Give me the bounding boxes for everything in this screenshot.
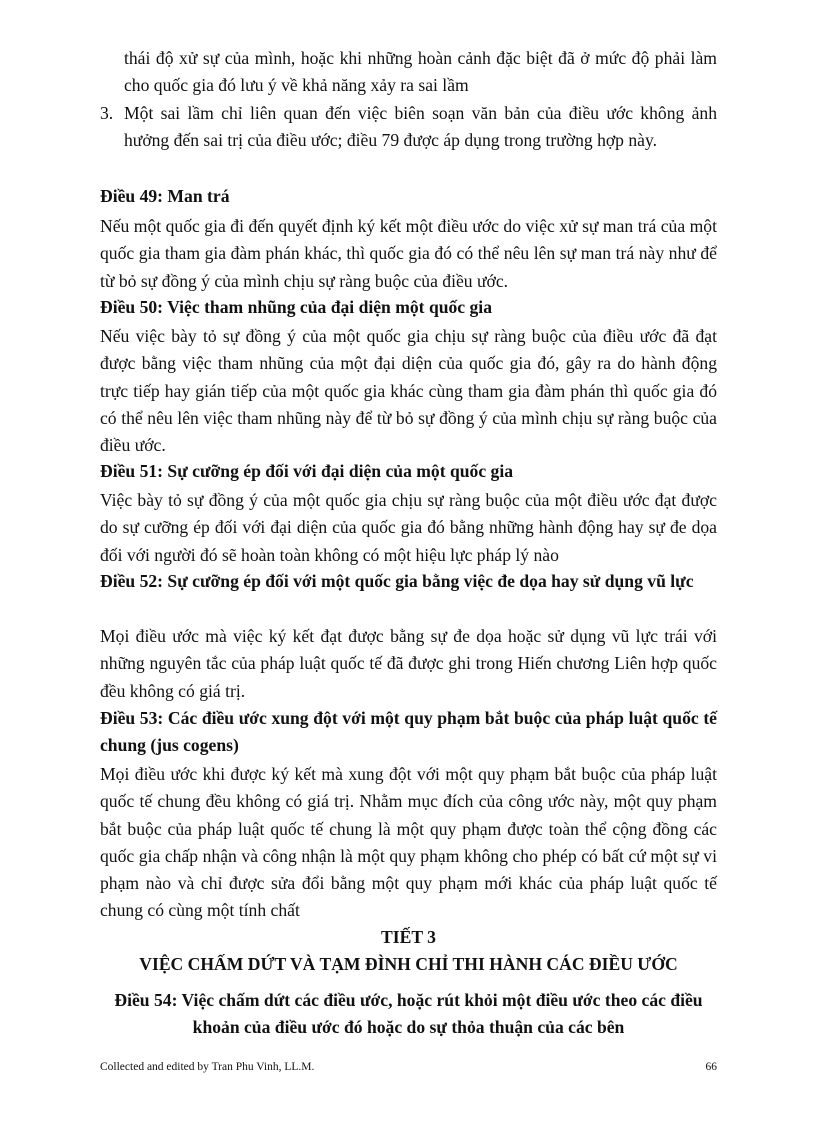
continuation-paragraph: thái độ xử sự của mình, hoặc khi những hoàn cảnh đặc biệt đã ở mức độ phải làm cho quốc gia đó lưu ý về khả năng xảy ra sai lầm (124, 48, 717, 96)
article-52-body: Mọi điều ước mà việc ký kết đạt được bằng sự đe dọa hoặc sử dụng vũ lực trái với những nguyên tắc của pháp luật quốc tế đã được ghi trong Hiến chương Liên hợp quốc đều không có giá trị. (100, 626, 717, 701)
page-number: 66 (705, 1061, 717, 1073)
article-49-heading: Điều 49: Man trá (100, 186, 230, 206)
article-51-heading: Điều 51: Sự cưỡng ép đối với đại diện của một quốc gia (100, 461, 514, 481)
list-item-3 (100, 100, 717, 155)
page-footer (100, 1061, 717, 1073)
article-49-body: Nếu một quốc gia đi đến quyết định ký kết một điều ước do việc xử sự man trá của một quốc gia tham gia đàm phán khác, thì quốc gia đó có thể nêu lên sự man trá này như để từ bỏ sự đồng ý của mình chịu sự ràng buộc của điều ước. (100, 216, 717, 291)
article-50-body: Nếu việc bày tỏ sự đồng ý của một quốc gia chịu sự ràng buộc của điều ước đã đạt được bằng việc tham nhũng của một đại diện của quốc gia đó, gây ra do hành động trực tiếp hay gián tiếp của một quốc gia khác cùng tham gia đàm phán thì quốc gia đó có thể nêu lên việc tham nhũng này để từ bỏ sự đồng ý của mình chịu sự ràng buộc của điều ước. (100, 326, 717, 456)
article-51-body: Việc bày tỏ sự đồng ý của một quốc gia chịu sự ràng buộc của một điều ước đạt được do sự cưỡng ép đối với đại diện của quốc gia đó bằng những hành động hay sự đe dọa đối với người đó sẽ hoàn toàn không có một hiệu lực pháp lý nào (100, 490, 717, 565)
section-number: TIẾT 3 (381, 927, 436, 947)
section-title: VIỆC CHẤM DỨT VÀ TẠM ĐÌNH CHỈ THI HÀNH CÁC ĐIỀU ƯỚC (139, 954, 678, 974)
article-52-heading: Điều 52: Sự cưỡng ép đối với một quốc gia bằng việc đe dọa hay sử dụng vũ lực (100, 571, 694, 591)
list-item-number: 3. (100, 103, 114, 123)
article-54-heading: Điều 54: Việc chấm dứt các điều ước, hoặc rút khỏi một điều ước theo các điều khoản của điều ước đó hoặc do sự thỏa thuận của các bên (114, 990, 703, 1038)
footer-credit: Collected and edited by Tran Phu Vinh, LL.M. (100, 1061, 315, 1073)
article-53-heading: Điều 53: Các điều ước xung đột với một quy phạm bắt buộc của pháp luật quốc tế chung (jus cogens) (100, 708, 717, 756)
list-item-text: Một sai lầm chỉ liên quan đến việc biên soạn văn bản của điều ước không ảnh hưởng đến sai trị của điều ước; điều 79 được áp dụng trong trường hợp này. (124, 103, 717, 151)
article-53-body: Mọi điều ước khi được ký kết mà xung đột với một quy phạm bắt buộc của pháp luật quốc tế chung đều không có giá trị. Nhằm mục đích của công ước này, một quy phạm bắt buộc của pháp luật quốc tế chung là một quy phạm được toàn thể cộng đồng các quốc gia chấp nhận và công nhận là một quy phạm không cho phép có bất cứ một sự vi phạm nào và chỉ được sửa đổi bằng một quy phạm mới khác của pháp luật quốc tế chung có cùng một tính chất (100, 764, 717, 921)
article-50-heading: Điều 50: Việc tham nhũng của đại diện một quốc gia (100, 297, 492, 317)
